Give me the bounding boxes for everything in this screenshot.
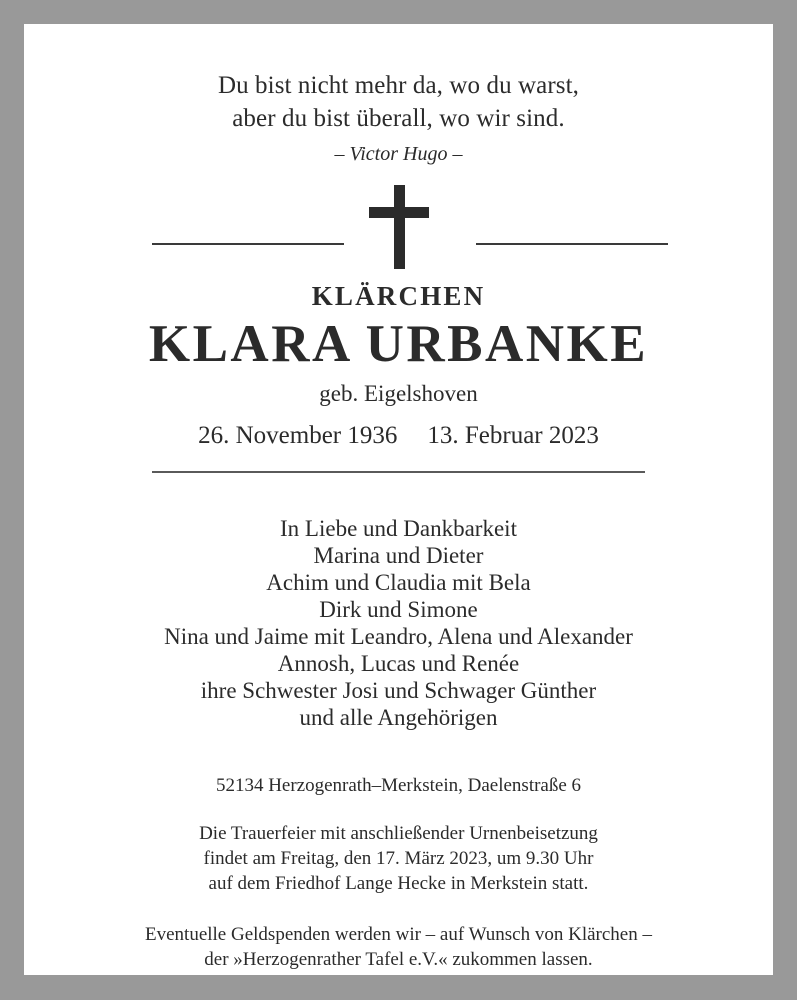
family-line: Dirk und Simone bbox=[319, 597, 478, 622]
quote-block bbox=[24, 24, 773, 169]
family-line: In Liebe und Dankbarkeit bbox=[280, 516, 517, 541]
quote-line-1: Du bist nicht mehr da, wo du warst, bbox=[217, 72, 580, 99]
donation-line: der »Herzogenrather Tafel e.V.« zukommen lassen. bbox=[204, 949, 593, 970]
deceased-full-name: KLARA URBANKE bbox=[148, 315, 649, 373]
death-date: 13. Februar 2023 bbox=[427, 422, 599, 449]
family-line: und alle Angehörigen bbox=[299, 705, 498, 730]
deceased-maiden-name: geb. Eigelshoven bbox=[319, 381, 478, 406]
christian-cross-icon bbox=[369, 185, 429, 269]
cross-vertical-bar bbox=[394, 185, 405, 269]
birth-date: 26. November 1936 bbox=[198, 422, 398, 449]
donation-block bbox=[24, 922, 773, 972]
family-block bbox=[24, 515, 773, 731]
divider-rule-right bbox=[476, 243, 668, 245]
divider-rule-left bbox=[152, 243, 344, 245]
cross-horizontal-bar bbox=[369, 207, 429, 218]
donation-line: Eventuelle Geldspenden werden wir – auf Wunsch von Klärchen – bbox=[145, 924, 652, 945]
ceremony-line: auf dem Friedhof Lange Hecke in Merkstein statt. bbox=[208, 873, 589, 894]
quote-line-2: aber du bist überall, wo wir sind. bbox=[232, 105, 565, 132]
address-line: 52134 Herzogenrath–Merkstein, Daelenstraße 6 bbox=[215, 775, 582, 796]
section-divider-rule bbox=[152, 471, 645, 473]
obituary-card bbox=[24, 24, 773, 975]
family-line: Annosh, Lucas und Renée bbox=[277, 651, 520, 676]
cross-divider-band bbox=[24, 185, 773, 277]
deceased-dates bbox=[24, 419, 773, 453]
family-line: Nina und Jaime mit Leandro, Alena und Alexander bbox=[164, 624, 633, 649]
family-line: Marina und Dieter bbox=[313, 543, 484, 568]
quote-author: – Victor Hugo – bbox=[334, 143, 463, 165]
obituary-content bbox=[24, 24, 773, 972]
family-line: Achim und Claudia mit Bela bbox=[266, 570, 531, 595]
family-line: ihre Schwester Josi und Schwager Günther bbox=[200, 678, 597, 703]
ceremony-block bbox=[24, 821, 773, 896]
ceremony-line: Die Trauerfeier mit anschließender Urnenbeisetzung bbox=[199, 823, 598, 844]
ceremony-line: findet am Freitag, den 17. März 2023, um 9.30 Uhr bbox=[203, 848, 594, 869]
deceased-nickname: KLÄRCHEN bbox=[311, 281, 486, 311]
